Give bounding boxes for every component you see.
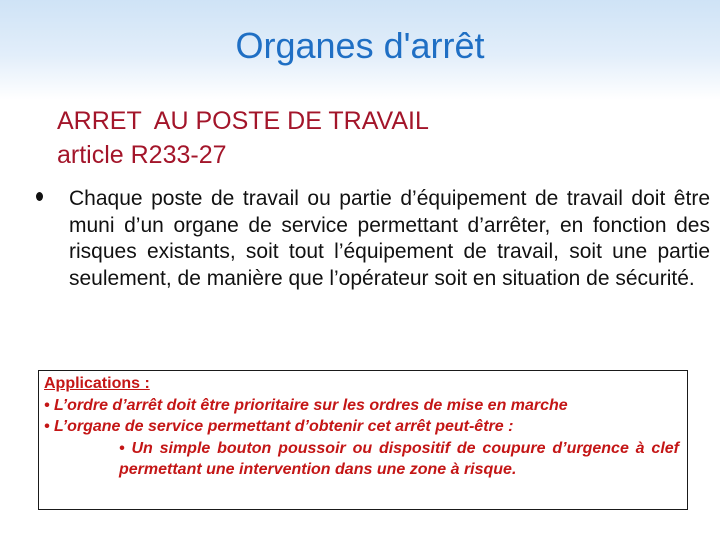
applications-sub-item: • Un simple bouton poussoir ou dispositif de coupure d’urgence à clef permettant une intervention dans une zone à risque. (119, 439, 679, 478)
bullet-dot-icon (36, 192, 43, 201)
applications-line-2: • L’organe de service permettant d’obtenir cet arrêt peut-être : (44, 418, 514, 435)
applications-title: Applications : (44, 375, 150, 392)
slide-title: Organes d'arrêt (235, 25, 485, 66)
applications-box (38, 370, 688, 510)
applications-line-1: • L’ordre d’arrêt doit être prioritaire sur les ordres de mise en marche (44, 396, 568, 414)
section-heading (57, 104, 697, 172)
heading-line-2: article R233-27 (57, 141, 227, 169)
heading-line-1: ARRET AU POSTE DE TRAVAIL (57, 107, 429, 135)
bullet-text: Chaque poste de travail ou partie d’équipement de travail doit être muni d’un organe de service permettant d’arrêter, en fonction des risques existants, soit tout l’équipement de travail, soit une partie seulement, de manière que l’opérateur soit en situation de sécurité. (69, 187, 710, 290)
